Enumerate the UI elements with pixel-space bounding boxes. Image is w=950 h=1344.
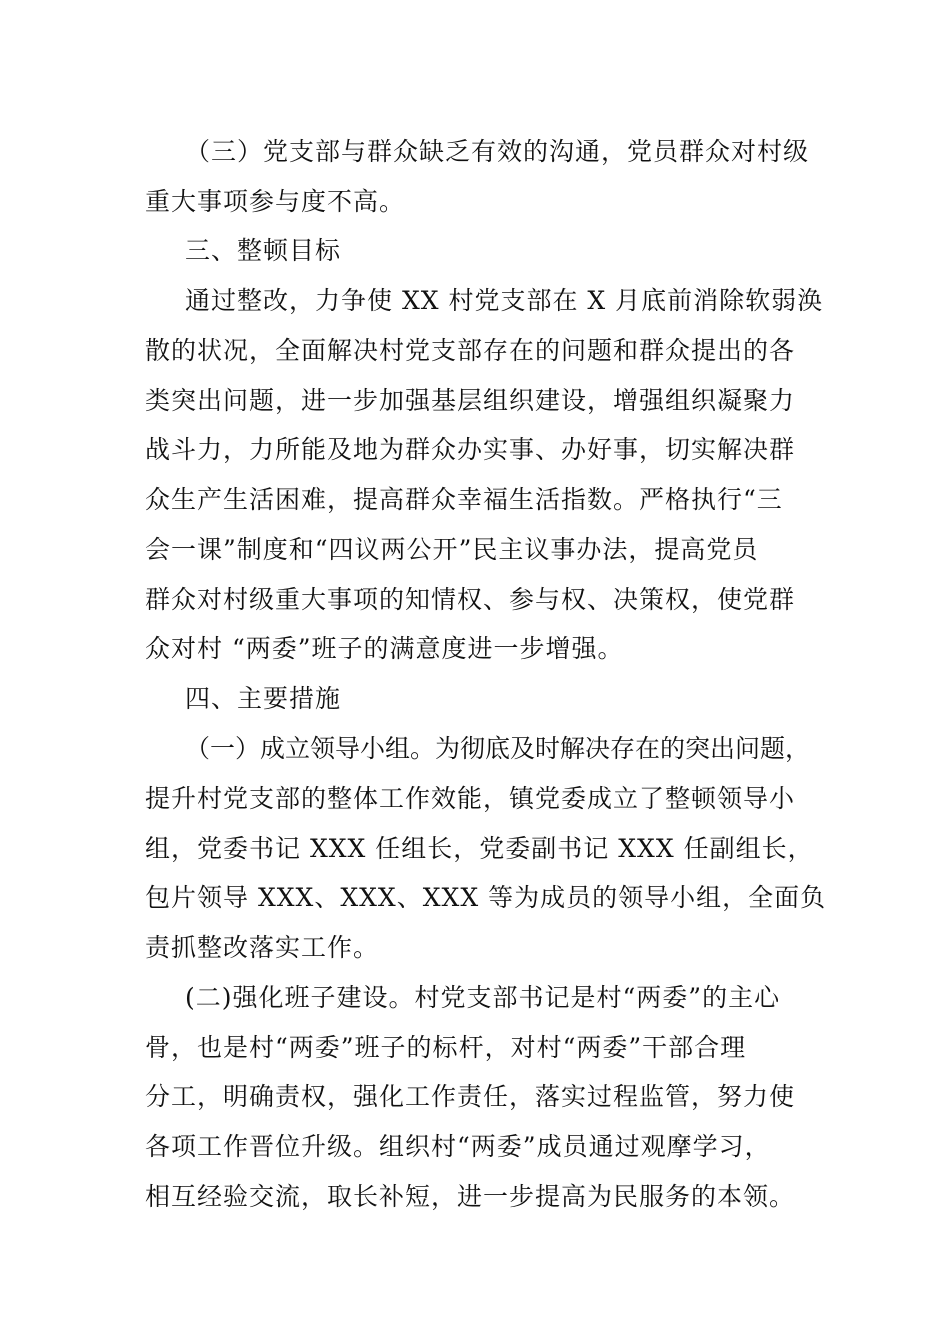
section-heading: 四、主要措施 (185, 684, 342, 713)
paragraph-line: 提升村党支部的整体工作效能，镇党委成立了整顿领导小 (145, 784, 796, 813)
paragraph-line: （三）党支部与群众缺乏有效的沟通，党员群众对村级 (185, 137, 810, 166)
paragraph-line: 类突出问题，进一步加强基层组织建设，增强组织凝聚力 (145, 386, 796, 415)
section-heading: 三、整顿目标 (185, 236, 342, 265)
paragraph-line: 重大事项参与度不高。 (145, 187, 406, 216)
paragraph-line: 组，党委书记 XXX 任组长，党委副书记 XXX 任副组长， (145, 834, 814, 863)
paragraph-line: 众生产生活困难，提高群众幸福生活指数。严格执行“三 (145, 485, 783, 514)
paragraph-line: 战斗力，力所能及地为群众办实事、办好事，切实解决群 (145, 435, 796, 464)
paragraph-line: 群众对村级重大事项的知情权、参与权、决策权，使党群 (145, 585, 796, 614)
paragraph-line: 会一课”制度和“四议两公开”民主议事办法，提高党员 (145, 535, 759, 564)
paragraph-line: 骨，也是村“两委”班子的标杆，对村“两委”干部合理 (145, 1033, 747, 1062)
paragraph-line: （一）成立领导小组。为彻底及时解决存在的突出问题， (185, 734, 811, 763)
paragraph-line: 散的状况，全面解决村党支部存在的问题和群众提出的各 (145, 336, 796, 365)
paragraph-line: 众对村 “两委”班子的满意度进一步增强。 (145, 634, 624, 663)
paragraph-line: 各项工作晋位升级。组织村“两委”成员通过观摩学习， (145, 1132, 771, 1161)
paragraph-line: 通过整改，力争使 XX 村党支部在 X 月底前消除软弱涣 (185, 286, 824, 315)
paragraph-line: 包片领导 XXX、XXX、XXX 等为成员的领导小组，全面负 (145, 883, 827, 912)
paragraph-line: (二)强化班子建设。村党支部书记是村“两委”的主心 (185, 983, 781, 1012)
paragraph-line: 责抓整改落实工作。 (145, 933, 380, 962)
paragraph-line: 相互经验交流，取长补短，进一步提高为民服务的本领。 (145, 1182, 796, 1211)
paragraph-line: 分工，明确责权，强化工作责任，落实过程监管，努力使 (145, 1082, 796, 1111)
